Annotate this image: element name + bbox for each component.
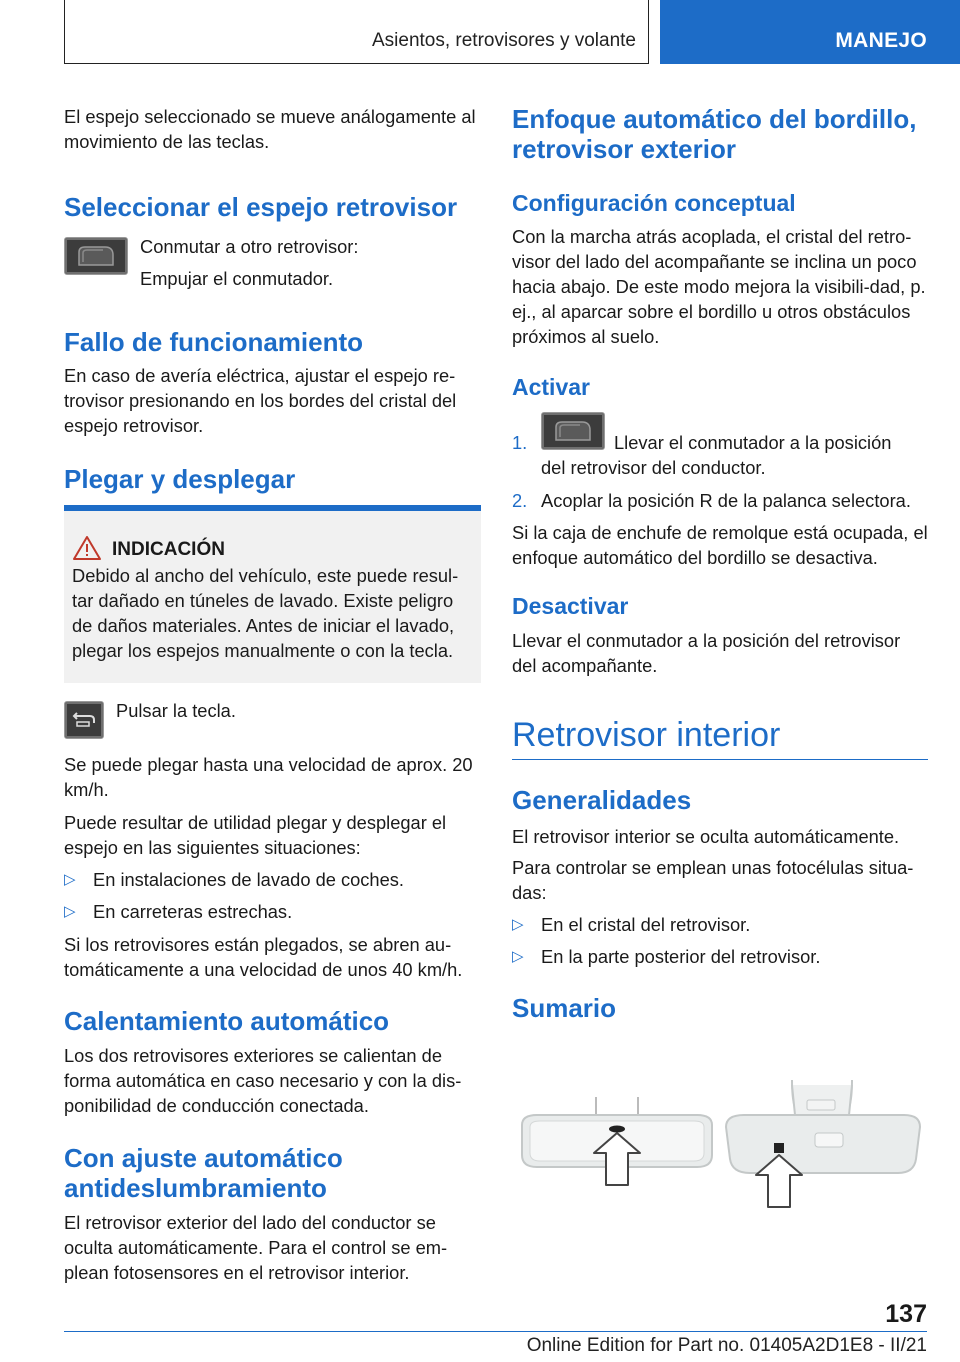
interior-mirror-illustration	[512, 1075, 928, 1215]
fold-speed-text: Se puede plegar hasta una velocidad de aprox. 20 km/h.	[64, 754, 473, 800]
concept-text: Con la marcha atrás acoplada, el cristal del retro‐visor del lado del acompañante se inclina un poco hacia abajo. De este modo mejora la visibili‐dad, p. ej., al aparcar sobre el bordillo u otros obstáculos próximos al suelo.	[512, 226, 926, 347]
section-title: MANEJO	[835, 29, 927, 52]
bullet-icon: ▷	[64, 871, 76, 888]
activate-heading: Activar	[512, 374, 590, 400]
heating-heading: Calentamiento automático	[64, 1006, 390, 1036]
failure-heading: Fallo de funcionamiento	[64, 327, 364, 357]
bullet-icon: ▷	[512, 948, 524, 965]
heating-text: Los dos retrovisores exteriores se calientan de forma automática en caso necesario y con la dis‐ponibilidad de conducción conectada.	[64, 1045, 462, 1116]
bullet-icon: ▷	[64, 903, 76, 920]
bullet-icon: ▷	[512, 916, 524, 933]
failure-text: En caso de avería eléctrica, ajustar el espejo re‐trovisor presionando en los bordes del cristal del espejo retrovisor.	[64, 365, 457, 436]
antidazzle-text: El retrovisor exterior del lado del conductor se oculta automáticamente. Para el control se em‐plean fotosensores en el retrovisor interior.	[64, 1212, 448, 1283]
summary-heading: Sumario	[512, 993, 617, 1023]
page-number: 137	[885, 1300, 927, 1328]
intro-text: El espejo seleccionado se mueve análogamente al movimiento de las teclas.	[64, 106, 476, 152]
heading-rule	[512, 759, 928, 760]
mirror-front-view	[522, 1097, 712, 1185]
step-2-number: 2.	[512, 490, 528, 511]
interior-mirror-heading: Retrovisor interior	[512, 716, 781, 754]
photocell-text: Para controlar se emplean unas fotocélulas situa‐das:	[512, 857, 914, 903]
edition-info: Online Edition for Part no. 01405A2D1E8 - II/21	[526, 1335, 927, 1356]
fold-bullet-1: En instalaciones de lavado de coches.	[93, 869, 404, 890]
select-line-2: Empujar el conmutador.	[140, 268, 334, 289]
press-key-text: Pulsar la tecla.	[116, 700, 236, 721]
page-header-chapter	[64, 0, 649, 64]
warning-icon	[72, 535, 102, 561]
general-heading: Generalidades	[512, 785, 692, 815]
concept-heading: Configuración conceptual	[512, 190, 796, 216]
fold-heading: Plegar y desplegar	[64, 464, 296, 494]
curb-heading: Enfoque automático del bordillo, retrovisor exterior	[512, 104, 917, 164]
photocell-bullet-2: En la parte posterior del retrovisor.	[541, 946, 821, 967]
mirror-rear-view	[726, 1080, 920, 1207]
fold-auto-text: Si los retrovisores están plegados, se abren au‐tomáticamente a una velocidad de unos 40 km/h.	[64, 934, 463, 980]
step-1-text-b: del retrovisor del conductor.	[541, 457, 766, 478]
mirror-switch-icon	[541, 412, 605, 450]
step-2-text: Acoplar la posición R de la palanca selectora.	[541, 490, 911, 511]
fold-mirror-key-icon	[64, 701, 104, 739]
notice-title: INDICACIÓN	[112, 539, 225, 560]
antidazzle-heading: Con ajuste automático antideslumbramiento	[64, 1143, 343, 1203]
select-line-1: Conmutar a otro retrovisor:	[140, 236, 359, 257]
trailer-text: Si la caja de enchufe de remolque está ocupada, el enfoque automático del bordillo se desactiva.	[512, 522, 928, 568]
footer-rule	[64, 1331, 927, 1332]
fold-useful-text: Puede resultar de utilidad plegar y desplegar el espejo en las siguientes situaciones:	[64, 812, 447, 858]
step-1-number: 1.	[512, 432, 528, 453]
deactivate-text: Llevar el conmutador a la posición del retrovisor del acompañante.	[512, 630, 901, 676]
mirror-switch-icon	[64, 237, 128, 275]
deactivate-heading: Desactivar	[512, 593, 629, 619]
chapter-title: Asientos, retrovisores y volante	[371, 30, 636, 51]
fold-bullet-2: En carreteras estrechas.	[93, 901, 293, 922]
notice-text: Debido al ancho del vehículo, este puede resul‐tar dañado en túneles de lavado. Existe peligro de daños materiales. Antes de iniciar el lavado, plegar los espejos manualmente o con la tecla.	[72, 565, 459, 661]
step-1-text-a: Llevar el conmutador a la posición	[614, 432, 892, 453]
page-header-section	[660, 0, 960, 64]
general-text: El retrovisor interior se oculta automáticamente.	[512, 826, 900, 847]
select-mirror-heading: Seleccionar el espejo retrovisor	[64, 192, 458, 222]
photocell-bullet-1: En el cristal del retrovisor.	[541, 914, 751, 935]
notice-box	[64, 505, 481, 683]
